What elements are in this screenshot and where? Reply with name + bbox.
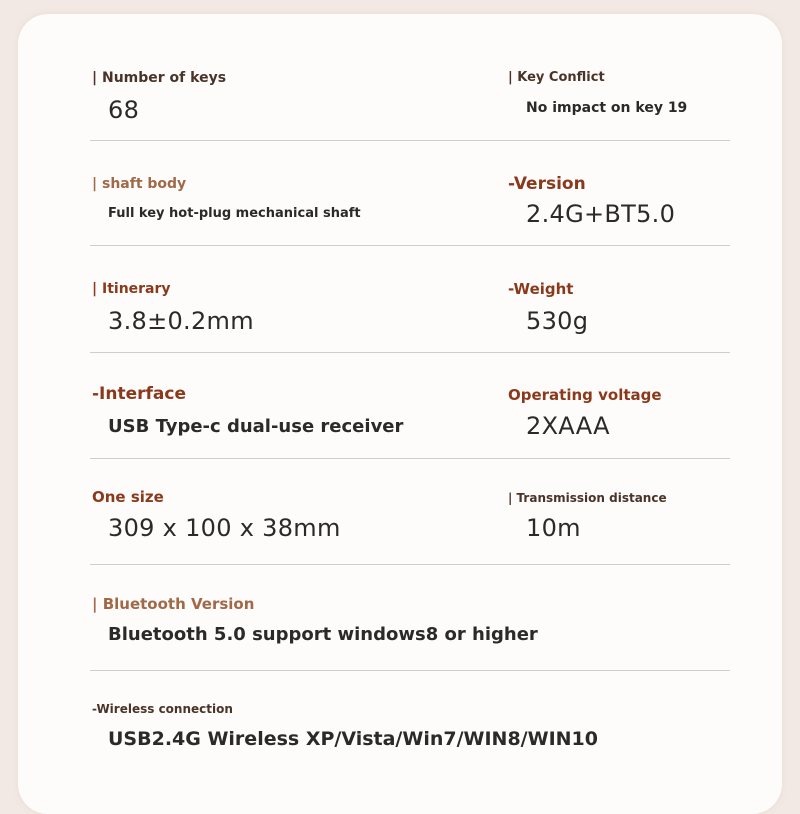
spec-label-number-of-keys: | Number of keys bbox=[92, 70, 227, 86]
spec-label-itinerary: | Itinerary bbox=[92, 281, 171, 297]
spec-value-transmission-distance: 10m bbox=[526, 514, 581, 542]
spec-label-key-conflict: | Key Conflict bbox=[508, 70, 605, 85]
spec-value-weight: 530g bbox=[526, 307, 589, 335]
spec-value-bluetooth-version: Bluetooth 5.0 support windows8 or higher bbox=[108, 624, 538, 645]
spec-label-wireless-connection: -Wireless connection bbox=[92, 702, 233, 716]
spec-value-one-size: 309 x 100 x 38mm bbox=[108, 514, 341, 542]
spec-row-keys bbox=[90, 50, 730, 141]
spec-label-weight: -Weight bbox=[508, 280, 574, 298]
spec-value-shaft-body: Full key hot-plug mechanical shaft bbox=[108, 206, 361, 221]
spec-value-wireless-connection: USB2.4G Wireless XP/Vista/Win7/WIN8/WIN10 bbox=[108, 728, 598, 750]
spec-row-interface bbox=[90, 352, 730, 459]
spec-value-itinerary: 3.8±0.2mm bbox=[108, 307, 254, 335]
spec-label-transmission-distance: | Transmission distance bbox=[508, 491, 667, 505]
spec-row-size bbox=[90, 458, 730, 565]
spec-label-shaft-body: | shaft body bbox=[92, 176, 187, 192]
spec-row-wireless bbox=[90, 670, 730, 780]
spec-row-bluetooth bbox=[90, 564, 730, 671]
spec-value-operating-voltage: 2XAAA bbox=[526, 412, 610, 440]
spec-value-version: 2.4G+BT5.0 bbox=[526, 200, 676, 228]
spec-value-key-conflict: No impact on key 19 bbox=[526, 100, 688, 116]
spec-label-version: -Version bbox=[508, 174, 586, 194]
spec-row-shaft bbox=[90, 140, 730, 246]
spec-value-interface: USB Type-c dual-use receiver bbox=[108, 416, 404, 437]
spec-label-one-size: One size bbox=[92, 488, 164, 506]
spec-label-bluetooth-version: | Bluetooth Version bbox=[92, 595, 255, 613]
spec-label-interface: -Interface bbox=[92, 384, 186, 404]
spec-label-operating-voltage: Operating voltage bbox=[508, 386, 662, 404]
spec-value-number-of-keys: 68 bbox=[108, 96, 140, 124]
spec-row-itinerary bbox=[90, 245, 730, 353]
